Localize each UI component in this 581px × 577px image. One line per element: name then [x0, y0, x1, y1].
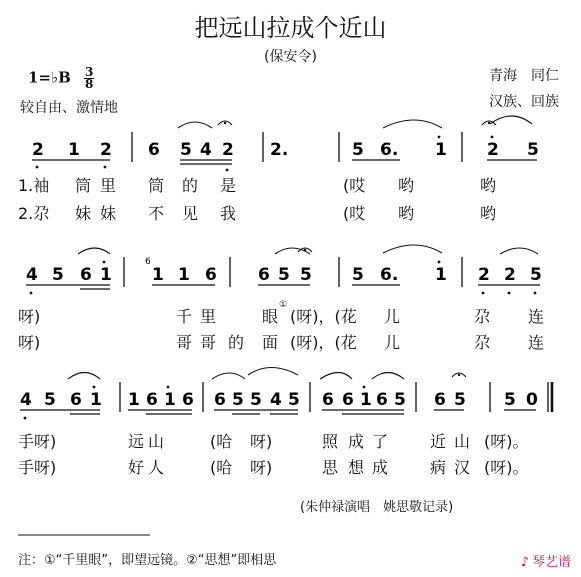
note: 5 [504, 390, 516, 410]
note: 4 [20, 390, 32, 410]
note: 2 [100, 140, 112, 160]
note: 5 [352, 265, 364, 285]
note: 6 [146, 390, 158, 410]
time-numerator: 3 [85, 65, 94, 79]
footnote-marker: ① [279, 300, 288, 310]
lyric: 思 [322, 458, 339, 477]
fermata-dot [224, 122, 226, 124]
slur [383, 245, 442, 253]
note: 5 [180, 140, 192, 160]
note: 5 [250, 390, 262, 410]
lyric: 尕 [474, 307, 491, 326]
lyric: 的 [228, 333, 245, 352]
site-logo[interactable] [521, 551, 571, 570]
lyric: 哟 [480, 176, 497, 195]
lyric: (哎 [343, 176, 366, 195]
system-2 [26, 245, 542, 294]
note: 6 [342, 390, 354, 410]
note: 2 [32, 140, 44, 160]
lyric: (呀)，(花 [290, 307, 357, 326]
note: 6 [376, 390, 388, 410]
note: 5 [52, 265, 64, 285]
logo-text: 琴艺谱 [531, 555, 571, 570]
lyric: 哟 [480, 204, 497, 223]
lyric: 面 [262, 333, 279, 352]
note: 2 [222, 140, 234, 160]
note: 6 [70, 390, 82, 410]
lyric: 1.袖 [18, 176, 50, 195]
note: 5 [352, 140, 364, 160]
note: 5 [44, 390, 56, 410]
system-3 [20, 368, 552, 420]
slur [490, 116, 532, 124]
lyric: 尕 [474, 333, 491, 352]
lyric: (呀)，(花 [290, 333, 357, 352]
octave-dot [36, 166, 39, 169]
note: 2. [270, 140, 289, 160]
octave-dot [363, 386, 366, 389]
lyric: 里 [200, 307, 217, 326]
slur [320, 373, 352, 380]
note: 1 [68, 140, 80, 160]
lyric: 哥 [200, 333, 217, 352]
lyric: 想 [348, 458, 365, 477]
note: 0 [526, 390, 538, 410]
lyric: (哎 [343, 204, 366, 223]
note: 1 [128, 390, 140, 410]
note: 6 [148, 140, 160, 160]
lyric: 妹 [100, 204, 117, 223]
lyric: 连 [528, 333, 545, 352]
lyric: 里 [100, 176, 117, 195]
note: 5 [394, 390, 406, 410]
lyric: 不 [148, 204, 165, 223]
slur [500, 248, 538, 254]
lyric: 千 [176, 307, 193, 326]
note: 1 [435, 140, 447, 160]
lyric: 我 [220, 204, 237, 223]
lyric: 山 [148, 432, 165, 451]
note: 6 [214, 390, 226, 410]
note: 6. [380, 140, 399, 160]
note: 6 [434, 390, 446, 410]
slur [372, 373, 404, 380]
lyric: 呀) [18, 307, 41, 326]
lyric: 成 [372, 458, 389, 477]
octave-dot [30, 292, 33, 295]
note: 6 [80, 265, 92, 285]
note: 6 [182, 390, 194, 410]
note: 1 [360, 390, 372, 410]
note: 6 [205, 265, 217, 285]
lyric: 眼 [262, 307, 279, 326]
octave-dot [482, 292, 485, 295]
footnote: 注：①“千里眼”，即望远镜。②“思想”即相思 [18, 553, 277, 568]
lyric: 妹 [75, 204, 92, 223]
note: 5 [530, 265, 542, 285]
note: 1 [100, 265, 112, 285]
octave-dot [491, 136, 494, 139]
performer-credit: (朱仲禄演唱 姚思敬记录) [300, 500, 454, 515]
lyric: 人 [148, 458, 165, 477]
lyric: 儿 [384, 307, 401, 326]
lyric: 呀) [250, 432, 273, 451]
lyric: 2.尕 [18, 204, 50, 223]
song-subtitle: (保安令) [264, 49, 317, 65]
note: 2 [487, 140, 499, 160]
slur [212, 373, 245, 379]
octave-dot [226, 169, 229, 172]
lyric: 成 [348, 432, 365, 451]
lyric: 病 [430, 458, 447, 477]
note: 4 [200, 140, 212, 160]
lyric: 儿 [384, 333, 401, 352]
note: 5 [232, 390, 244, 410]
lyric: 呀) [250, 458, 273, 477]
note: 1 [164, 390, 176, 410]
system-1 [32, 116, 539, 171]
tempo-marking: 较自由、激情地 [20, 100, 118, 116]
lyric: 手呀) [18, 458, 57, 477]
lyric: 哥 [176, 333, 193, 352]
lyric: 汉 [454, 458, 471, 477]
slur [78, 248, 110, 254]
note: 1 [435, 265, 447, 285]
octave-dot [93, 386, 96, 389]
logo-icon: ♪ [520, 555, 529, 570]
note: 6 [322, 390, 334, 410]
lyric: 连 [528, 307, 545, 326]
lyric: (哈 [210, 458, 233, 477]
note: 2 [478, 265, 490, 285]
origin-region: 青海 同仁 [489, 68, 559, 84]
octave-dot [24, 417, 27, 420]
lyric: 的 [182, 176, 199, 195]
lyric: 近 [430, 432, 447, 451]
note: 5 [288, 390, 300, 410]
fermata-dot [488, 122, 490, 124]
lyric: (哈 [210, 432, 233, 451]
lyric: 见 [182, 204, 199, 223]
origin-ethnicity: 汉族、回族 [489, 94, 559, 110]
lyric: 山 [454, 432, 471, 451]
lyric: 是 [220, 176, 237, 195]
octave-dot [508, 292, 511, 295]
lyric: 了 [372, 432, 389, 451]
lyric: (呀)。 [484, 458, 529, 477]
octave-dot [103, 261, 106, 264]
lyric: 好 [128, 458, 145, 477]
note: 5 [278, 265, 290, 285]
octave-dot [167, 386, 170, 389]
note: 1 [178, 265, 190, 285]
note: 1 [152, 265, 164, 285]
lyric: 哟 [398, 204, 415, 223]
lyric: 远 [128, 432, 145, 451]
lyric: 呀) [18, 333, 41, 352]
octave-dot [438, 136, 441, 139]
octave-dot [104, 166, 107, 169]
fermata-dot [304, 249, 306, 251]
lyric: 手呀) [18, 432, 57, 451]
song-title: 把远山拉成个近山 [194, 14, 387, 42]
note: 5 [454, 390, 466, 410]
time-denominator: 8 [85, 77, 94, 91]
note: 5 [300, 265, 312, 285]
note: 6 [258, 265, 270, 285]
fermata-dot [458, 374, 460, 376]
key-text: 1=♭B [28, 68, 71, 87]
slur [68, 373, 100, 380]
lyric: (呀)。 [484, 432, 529, 451]
lyric: 照 [322, 432, 339, 451]
note: 5 [527, 140, 539, 160]
octave-dot [438, 261, 441, 264]
note: 6. [380, 265, 399, 285]
note: 4 [270, 390, 282, 410]
slur [178, 122, 212, 128]
lyric: 筒 [75, 176, 92, 195]
lyric: 筒 [148, 176, 165, 195]
note: 1 [90, 390, 102, 410]
note: 2 [504, 265, 516, 285]
grace-note: 6 [145, 257, 151, 267]
slur [383, 120, 442, 128]
lyric: 哟 [398, 176, 415, 195]
note: 4 [26, 265, 38, 285]
octave-dot [534, 292, 537, 295]
slur [248, 368, 298, 376]
